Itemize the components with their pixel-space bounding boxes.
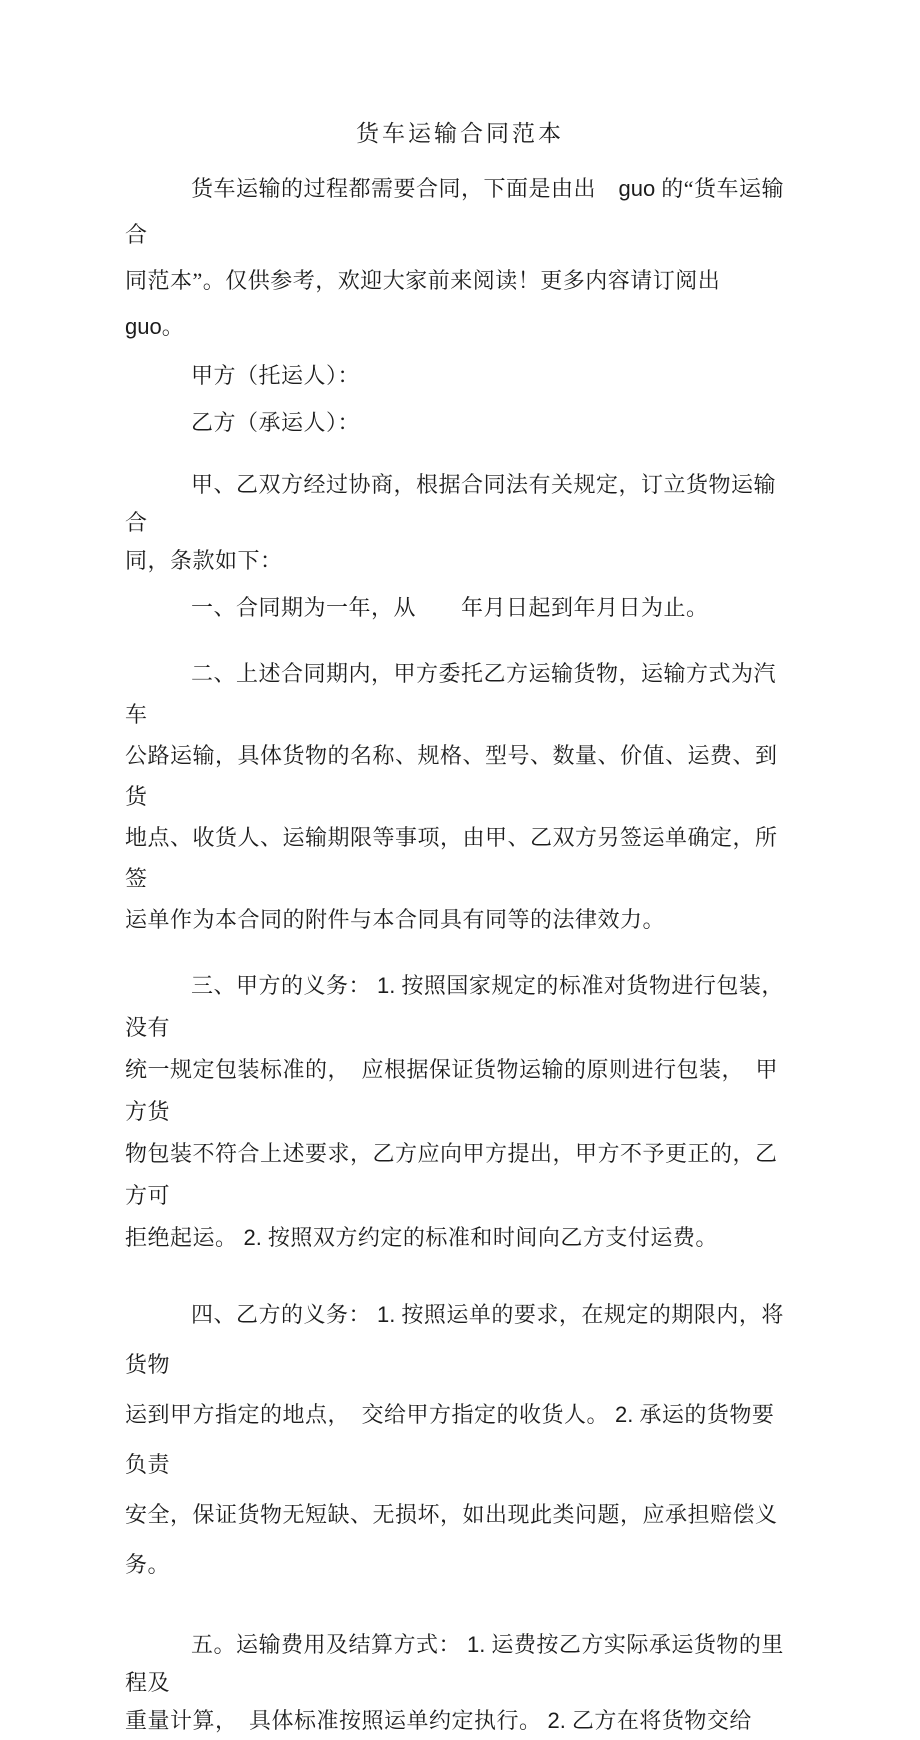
paragraph-party-b xyxy=(125,401,795,445)
paragraph-clause-1 xyxy=(125,586,795,630)
paragraph-clause-4 xyxy=(125,1290,795,1590)
text-line: 三、甲方的义务： 1. 按照国家规定的标准对货物进行包装，没有 xyxy=(125,973,784,1040)
text-line: 安全，保证货物无短缺、无损坏，如出现此类问题，应承担赔偿义务。 xyxy=(125,1502,778,1577)
text-line: 四、乙方的义务： 1. 按照运单的要求，在规定的期限内，将货物 xyxy=(125,1302,784,1377)
text-line: 乙方（承运人）： xyxy=(191,410,361,435)
text-line: 地点、收货人、运输期限等事项，由甲、乙双方另签运单确定，所签 xyxy=(125,825,778,891)
paragraph-clause-3 xyxy=(125,965,795,1259)
text-line: 运到甲方指定的地点， 交给甲方指定的收货人。 2. 承运的货物要负责 xyxy=(125,1402,775,1477)
text-line: 同范本”。仅供参考，欢迎大家前来阅读！更多内容请订阅出 guo。 xyxy=(125,268,766,339)
text-line: 统一规定包装标准的， 应根据保证货物运输的原则进行包装， 甲方货 xyxy=(125,1057,779,1124)
text-line: 二、上述合同期内，甲方委托乙方运输货物，运输方式为汽车 xyxy=(125,661,777,727)
text-line: 重量计算， 具体标准按照运单约定执行。 2. 乙方在将货物交给 xyxy=(125,1708,752,1733)
text-line: 一、合同期为一年，从 年月日起到年月日为止。 xyxy=(191,595,709,620)
text-line: 同，条款如下： xyxy=(125,548,283,573)
text-line: 五。运输费用及结算方式： 1. 运费按乙方实际承运货物的里程及 xyxy=(125,1632,784,1695)
text-line: 物包装不符合上述要求，乙方应向甲方提出，甲方不予更正的，乙方可 xyxy=(125,1141,778,1208)
text-line: 拒绝起运。 2. 按照双方约定的标准和时间向乙方支付运费。 xyxy=(125,1225,718,1250)
text-line: 货车运输的过程都需要合同，下面是由出 guo 的“货车运输合 xyxy=(125,176,784,247)
text-line: 公路运输，具体货物的名称、规格、型号、数量、价值、运费、到货 xyxy=(125,743,778,809)
paragraph-clause-5 xyxy=(125,1626,795,1740)
text-line: 甲方（托运人）： xyxy=(191,363,361,388)
paragraph-intro xyxy=(125,166,795,350)
paragraph-clause-2 xyxy=(125,653,795,940)
document-title: 货车运输合同范本 xyxy=(356,121,564,146)
paragraph-party-a xyxy=(125,354,795,398)
paragraph-preamble xyxy=(125,466,795,580)
text-line: 运单作为本合同的附件与本合同具有同等的法律效力。 xyxy=(125,907,666,932)
text-line: 甲、乙双方经过协商，根据合同法有关规定，订立货物运输合 xyxy=(125,472,777,535)
